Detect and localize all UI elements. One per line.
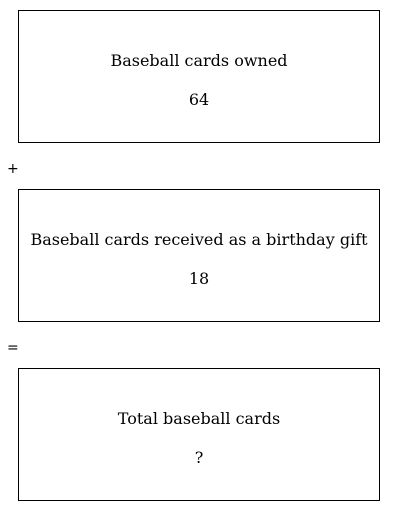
box-value: 64 (188, 90, 210, 109)
addend-box-birthday-gift (18, 189, 380, 322)
box-value: 18 (188, 269, 210, 288)
equals-sign: = (7, 340, 19, 356)
box-label: Total baseball cards (117, 409, 281, 428)
box-label: Baseball cards owned (110, 51, 288, 70)
box-value: ? (194, 448, 204, 467)
box-label: Baseball cards received as a birthday gift (30, 230, 368, 249)
total-box (18, 368, 380, 501)
addend-box-cards-owned (18, 10, 380, 143)
plus-sign: + (7, 161, 19, 177)
